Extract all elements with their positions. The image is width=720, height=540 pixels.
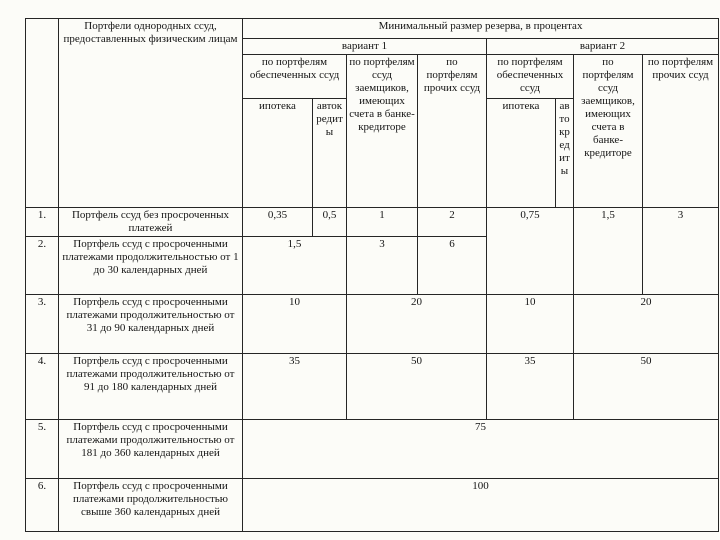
v1-other-loans-header: по портфелям прочих ссуд bbox=[418, 54, 487, 207]
cell-row1-v1-borrowers: 1 bbox=[347, 207, 418, 236]
cell-row3-v2-unsecured: 20 bbox=[574, 294, 719, 353]
row1-number: 1. bbox=[26, 207, 59, 236]
cell-row2-v1-other: 6 bbox=[418, 236, 487, 294]
cell-rows1-2-v2-borrowers: 1,5 bbox=[574, 207, 643, 294]
cell-rows1-2-v2-secured: 0,75 bbox=[487, 207, 574, 294]
variant1-header: вариант 1 bbox=[243, 39, 487, 55]
portfolios-column-header: Портфели однородных ссуд, предоставленных физическим лицам bbox=[59, 19, 243, 208]
cell-row5-all-portfolios: 75 bbox=[243, 419, 719, 478]
cell-row4-v2-unsecured: 50 bbox=[574, 353, 719, 419]
cell-row3-v1-secured: 10 bbox=[243, 294, 347, 353]
cell-row3-v2-secured: 10 bbox=[487, 294, 574, 353]
cell-row4-v1-secured: 35 bbox=[243, 353, 347, 419]
v2-borrowers-accounts-header: по портфелям ссуд заемщиков, имеющих счета в банке-кредиторе bbox=[574, 54, 643, 207]
row-number-column-header bbox=[26, 19, 59, 208]
cell-row4-v1-unsecured: 50 bbox=[347, 353, 487, 419]
cell-row1-v1-other: 2 bbox=[418, 207, 487, 236]
row6-label: Портфель ссуд с просроченными платежами продолжительностью свыше 360 календарных дней bbox=[59, 478, 243, 531]
cell-row4-v2-secured: 35 bbox=[487, 353, 574, 419]
v1-borrowers-accounts-header: по портфелям ссуд заемщиков, имеющих счета в банке-кредиторе bbox=[347, 54, 418, 207]
table-title: Минимальный размер резерва, в процентах bbox=[243, 19, 719, 39]
reserve-table bbox=[25, 18, 719, 532]
row5-label: Портфель ссуд с просроченными платежами продолжительностью от 181 до 360 календарных дней bbox=[59, 419, 243, 478]
row3-number: 3. bbox=[26, 294, 59, 353]
cell-row6-all-portfolios: 100 bbox=[243, 478, 719, 531]
cell-row3-v1-unsecured: 20 bbox=[347, 294, 487, 353]
cell-row1-v1-mortgage: 0,35 bbox=[243, 207, 313, 236]
row5-number: 5. bbox=[26, 419, 59, 478]
row4-label: Портфель ссуд с просроченными платежами продолжительностью от 91 до 180 календарных дней bbox=[59, 353, 243, 419]
v2-mortgage-header: ипотека bbox=[487, 98, 556, 207]
row2-label: Портфель ссуд с просроченными платежами продолжительностью от 1 до 30 календарных дней bbox=[59, 236, 243, 294]
v1-autoloans-header: автокредиты bbox=[313, 98, 347, 207]
row3-label: Портфель ссуд с просроченными платежами продолжительностью от 31 до 90 календарных дней bbox=[59, 294, 243, 353]
v1-mortgage-header: ипотека bbox=[243, 98, 313, 207]
v2-autoloans-header: автокредиты bbox=[556, 98, 574, 207]
row4-number: 4. bbox=[26, 353, 59, 419]
v2-other-loans-header: по портфелям прочих ссуд bbox=[643, 54, 719, 207]
v2-secured-loans-header: по портфелям обеспеченных ссуд bbox=[487, 54, 574, 98]
cell-rows1-2-v2-other: 3 bbox=[643, 207, 719, 294]
row2-number: 2. bbox=[26, 236, 59, 294]
row6-number: 6. bbox=[26, 478, 59, 531]
cell-row1-v1-autoloans: 0,5 bbox=[313, 207, 347, 236]
row1-label: Портфель ссуд без просроченных платежей bbox=[59, 207, 243, 236]
v1-secured-loans-header: по портфелям обеспеченных ссуд bbox=[243, 54, 347, 98]
cell-row2-v1-secured: 1,5 bbox=[243, 236, 347, 294]
cell-row2-v1-borrowers: 3 bbox=[347, 236, 418, 294]
variant2-header: вариант 2 bbox=[487, 39, 719, 55]
